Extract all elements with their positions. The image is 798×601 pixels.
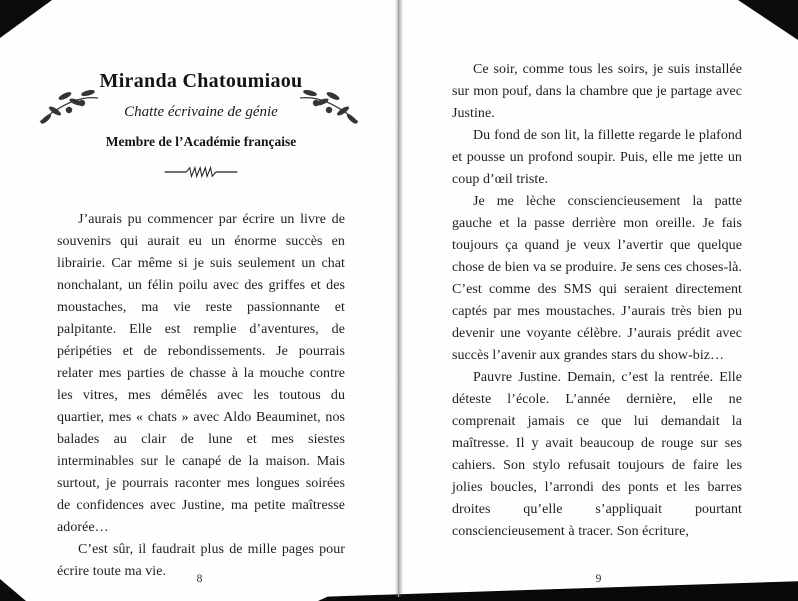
olive-branch-right-icon [298, 88, 362, 140]
paragraph: Ce soir, comme tous les soirs, je suis installée sur mon pouf, dans la chambre que je partage avec Justine. [452, 62, 742, 121]
paragraph: C’est sûr, il faudrait plus de mille pages pour écrire toute ma vie. [57, 542, 345, 579]
book-gutter-shadow [395, 0, 403, 597]
chapter-title: Miranda Chatoumiaou [99, 70, 303, 92]
page-right [399, 0, 798, 601]
page-number-left: 8 [196, 573, 203, 585]
paragraph: J’aurais pu commencer par écrire un livre de souvenirs qui aurait eu un énorme succès en librairie. Car même si je suis seulement un chat nonchalant, un félin poilu avec des griffes et des moustaches, ma vie reste passionnante et palpitante. Elle est remplie d’aventures, de péripéties et de rebondissements. Je pourrais relater mes parties de chasse à la mouche contre les vitres, mes démêlés avec les toutous du quartier, mes « chats » avec Aldo Beauminet, nos balades au clair de lune et mes siestes interminables sur le canapé de la maison. Mais surtout, je pourrais raconter mes longues soirées de confidences avec Justine, ma petite maîtresse adorée… [57, 212, 345, 535]
right-page-body [452, 59, 742, 543]
chapter-affiliation: Membre de l’Académie française [105, 134, 297, 149]
olive-branch-left-icon [36, 88, 100, 140]
squiggle-divider-icon [57, 165, 345, 181]
chapter-subtitle: Chatte écrivaine de génie [124, 104, 278, 120]
chapter-header [57, 70, 345, 150]
book-gutter-line [398, 0, 399, 597]
paragraph: Je me lèche consciencieusement la patte gauche et la passe derrière mon oreille. Je fais toujours ça quand je veux l’avertir que quelque chose de bien va se produire. Je sens ces choses-là. C’est comme des SMS qui seraient directement captés par mes moustaches. J’aurais très bien pu devenir une voyante célèbre. J’aurais prédit avec succès l’avenir aux grandes stars du show-biz… [452, 194, 742, 363]
page-number-right: 9 [595, 573, 602, 585]
paragraph: Du fond de son lit, la fillette regarde le plafond et pousse un profond soupir. Puis, elle me jette un coup d’œil triste. [452, 128, 742, 187]
left-page-body [57, 209, 345, 583]
paragraph: Pauvre Justine. Demain, c’est la rentrée. Elle déteste l’école. L’année dernière, elle ne comprenait jamais ce que lui demandait la maîtresse. Il y avait beaucoup de rouge sur ses cahiers. Son stylo refusait toujours de faire les jolies boucles, l’arrondi des ponts et les barres droites qu’elle s’appliquait pourtant consciencieusement à tracer. Son écriture, [452, 370, 742, 539]
